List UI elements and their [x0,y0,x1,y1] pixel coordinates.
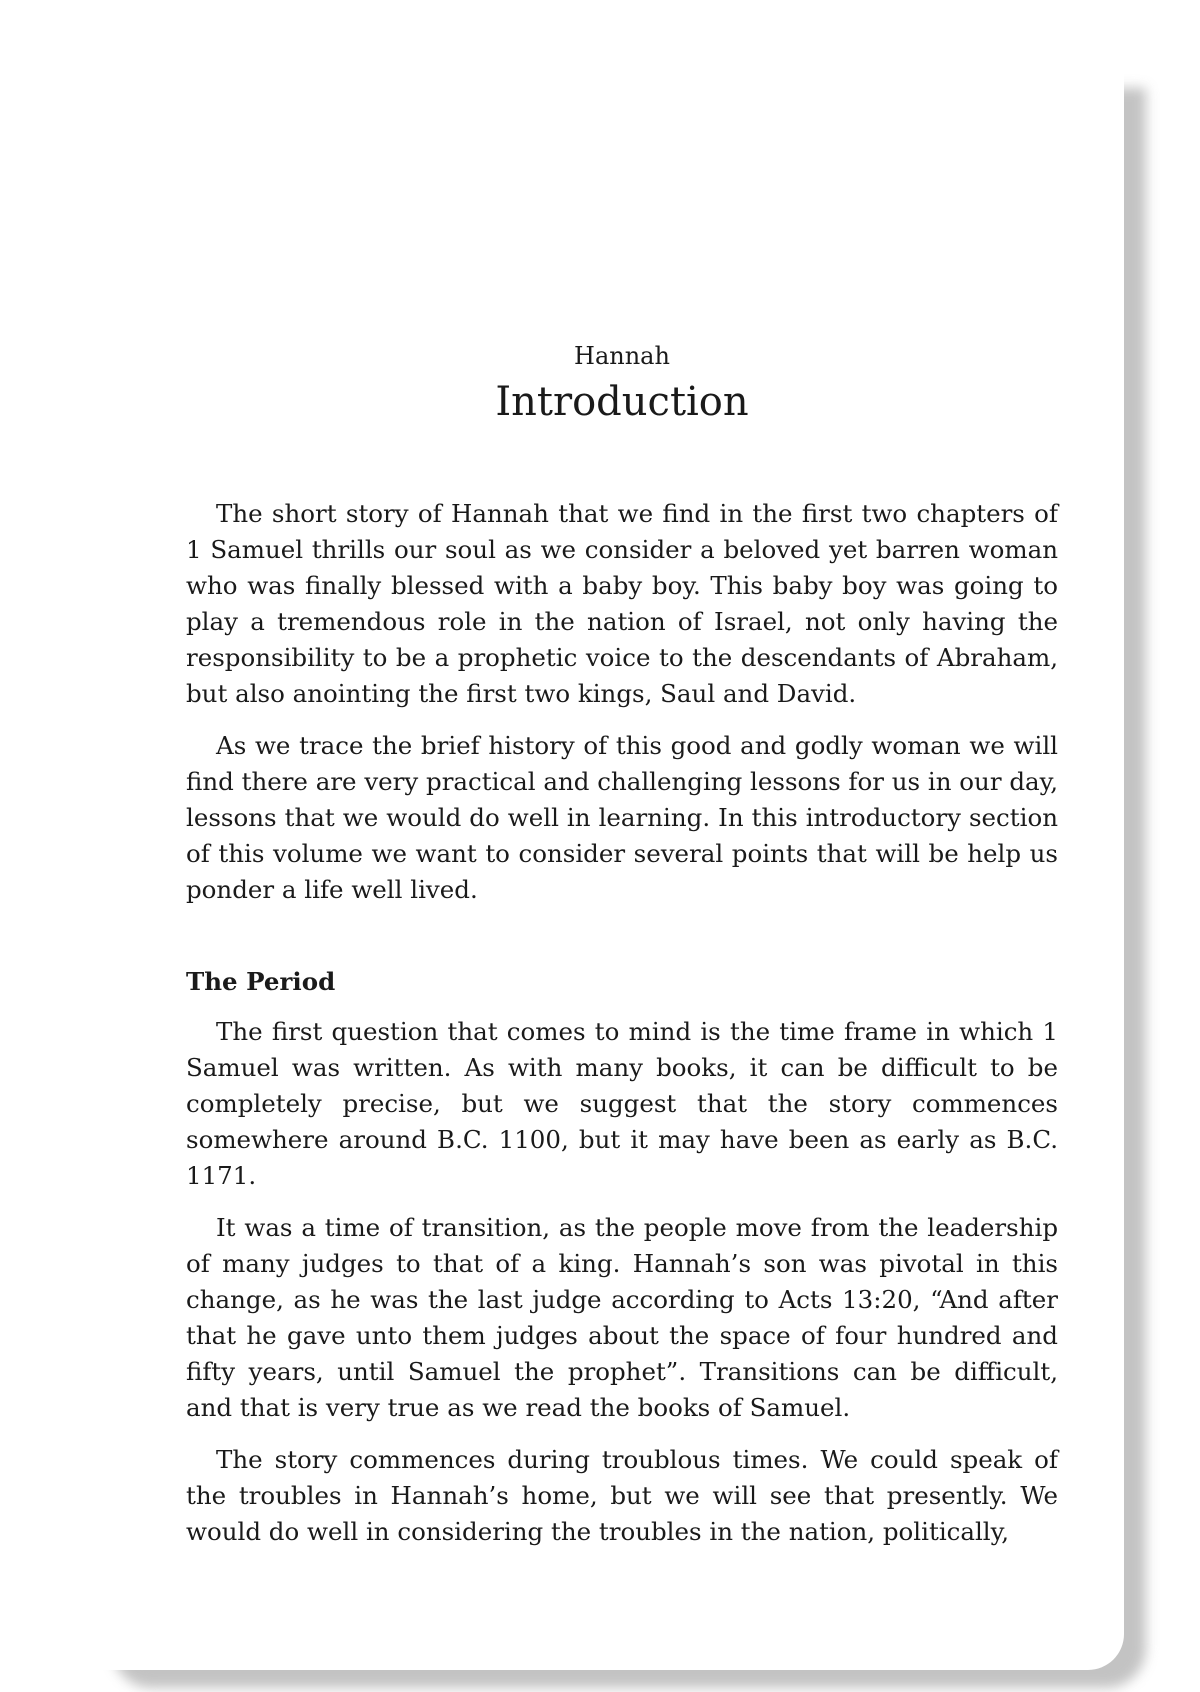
section-paragraph-1: The first question that comes to mind is the time frame in which 1 Samuel was written. As with many books, it can be difficult to be completely precise, but we suggest that the story commences somewhere around B.C. 1100, but it may have been as early as B.C. 1171. [186,1017,1058,1190]
running-subtitle: Hannah [574,342,670,370]
intro-paragraph-2: As we trace the brief history of this good and godly woman we will find there are very practical and challenging lessons for us in our day, lessons that we would do well in learning. In this introductory section of this volume we want to consider several points that will be help us ponder a life well lived. [186,731,1058,904]
chapter-title: Introduction [495,379,749,425]
intro-paragraph-1: The short story of Hannah that we find in the first two chapters of 1 Samuel thrills our soul as we consider a beloved yet barren woman who was finally blessed with a baby boy. This baby boy was going to play a tremendous role in the nation of Israel, not only having the responsibility to be a prophetic voice to the descendants of Abraham, but also anointing the first two kings, Saul and David. [186,499,1058,708]
section-paragraph-2: It was a time of transition, as the people move from the leadership of many judges to that of a king. Hannah’s son was pivotal in this change, as he was the last judge according to Acts 13:20, “And after that he gave unto them judges about the space of four hundred and fifty years, until Samuel the prophet”. Transitions can be difficult, and that is very true as we read the books of Samuel. [186,1213,1058,1422]
page-content [186,340,1058,1566]
section-heading: The Period [186,967,336,996]
section-paragraph-3: The story commences during troublous times. We could speak of the troubles in Hannah’s home, but we will see that presently. We would do well in considering the troubles in the nation, politically, [186,1445,1058,1546]
